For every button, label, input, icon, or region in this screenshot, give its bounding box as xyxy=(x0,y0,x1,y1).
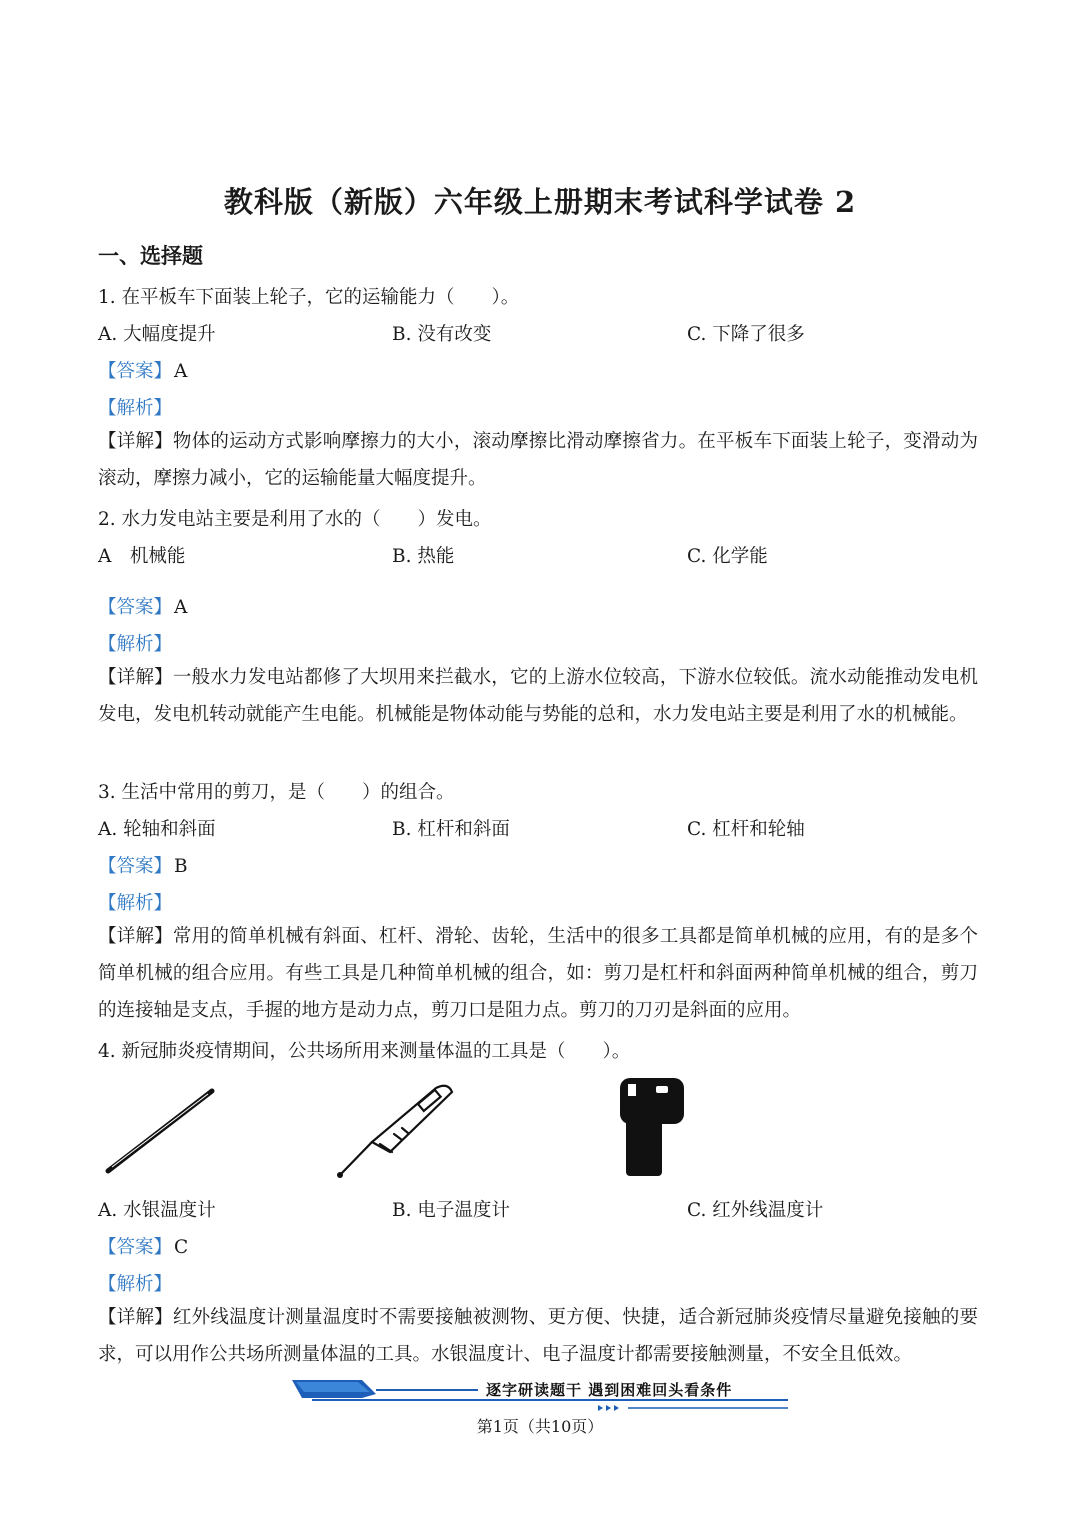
q4-detail xyxy=(98,1299,978,1373)
answer-value: A xyxy=(174,361,188,382)
q4-option-a: A. 水银温度计 xyxy=(98,1200,216,1221)
question-4-stem: 4. 新冠肺炎疫情期间，公共场所用来测量体温的工具是（ ）。 xyxy=(98,1041,631,1062)
q1-detail xyxy=(98,423,978,497)
answer-label: 【答案】 xyxy=(98,1237,173,1258)
q2-answer xyxy=(98,593,187,619)
detail-label: 【详解】 xyxy=(98,926,173,947)
q2-detail xyxy=(98,659,978,733)
section-title: 一、选择题 xyxy=(98,243,203,268)
q1-option-a: A. 大幅度提升 xyxy=(98,324,216,345)
q3-option-c: C. 杠杆和轮轴 xyxy=(687,819,805,840)
answer-label: 【答案】 xyxy=(98,597,173,618)
q4-answer xyxy=(98,1233,188,1259)
digital-thermometer-icon xyxy=(332,1078,462,1183)
answer-value: C xyxy=(174,1237,189,1258)
detail-text: 常用的简单机械有斜面、杠杆、滑轮、齿轮，生活中的很多工具都是简单机械的应用，有的是多个简单机械的组合应用。有些工具是几种简单机械的组合，如：剪刀是杠杆和斜面两种简单机械的组合，剪刀的连接轴是支点，手握的地方是动力点，剪刀口是阻力点。剪刀的刀刃是斜面的应用。 xyxy=(98,926,978,1021)
q4-analysis-label: 【解析】 xyxy=(98,1274,173,1295)
q2-option-c: C. 化学能 xyxy=(687,546,768,567)
document-title: 教科版（新版）六年级上册期末考试科学试卷 2 xyxy=(223,185,857,219)
q1-analysis-label: 【解析】 xyxy=(98,398,173,419)
detail-label: 【详解】 xyxy=(98,1307,173,1328)
question-2-stem: 2. 水力发电站主要是利用了水的（ ）发电。 xyxy=(98,509,492,530)
q2-option-a: A 机械能 xyxy=(98,546,186,567)
detail-label: 【详解】 xyxy=(98,431,173,452)
q3-answer xyxy=(98,852,188,878)
q4-option-c: C. 红外线温度计 xyxy=(687,1200,824,1221)
q3-option-b: B. 杠杆和斜面 xyxy=(392,819,510,840)
q3-detail xyxy=(98,918,978,1029)
mercury-thermometer-icon xyxy=(100,1085,220,1180)
answer-label: 【答案】 xyxy=(98,856,173,877)
q1-option-b: B. 没有改变 xyxy=(392,324,492,345)
detail-text: 红外线温度计测量温度时不需要接触被测物、更方便、快捷，适合新冠肺炎疫情尽量避免接触的要求，可以用作公共场所测量体温的工具。水银温度计、电子温度计都需要接触测量，不安全且低效。 xyxy=(98,1307,978,1365)
q3-analysis-label: 【解析】 xyxy=(98,893,173,914)
q3-option-a: A. 轮轴和斜面 xyxy=(98,819,216,840)
footer-slogan: 逐字研读题干 遇到困难回头看条件 xyxy=(486,1381,733,1399)
infrared-thermometer-icon xyxy=(612,1072,692,1180)
q4-option-b: B. 电子温度计 xyxy=(392,1200,510,1221)
q1-option-c: C. 下降了很多 xyxy=(687,324,805,345)
detail-label: 【详解】 xyxy=(98,667,173,688)
question-1-stem: 1. 在平板车下面装上轮子，它的运输能力（ ）。 xyxy=(98,287,520,308)
answer-value: A xyxy=(174,597,188,618)
q2-option-b: B. 热能 xyxy=(392,546,455,567)
q1-answer xyxy=(98,357,187,383)
page-number: 第1页（共10页） xyxy=(476,1417,604,1436)
answer-value: B xyxy=(174,856,188,877)
answer-label: 【答案】 xyxy=(98,361,173,382)
detail-text: 一般水力发电站都修了大坝用来拦截水，它的上游水位较高，下游水位较低。流水动能推动发电机发电，发电机转动就能产生电能。机械能是物体动能与势能的总和，水力发电站主要是利用了水的机械能。 xyxy=(98,667,978,725)
detail-text: 物体的运动方式影响摩擦力的大小，滚动摩擦比滑动摩擦省力。在平板车下面装上轮子，变滑动为滚动，摩擦力减小，它的运输能量大幅度提升。 xyxy=(98,431,978,489)
q2-analysis-label: 【解析】 xyxy=(98,634,173,655)
question-3-stem: 3. 生活中常用的剪刀，是（ ）的组合。 xyxy=(98,782,455,803)
